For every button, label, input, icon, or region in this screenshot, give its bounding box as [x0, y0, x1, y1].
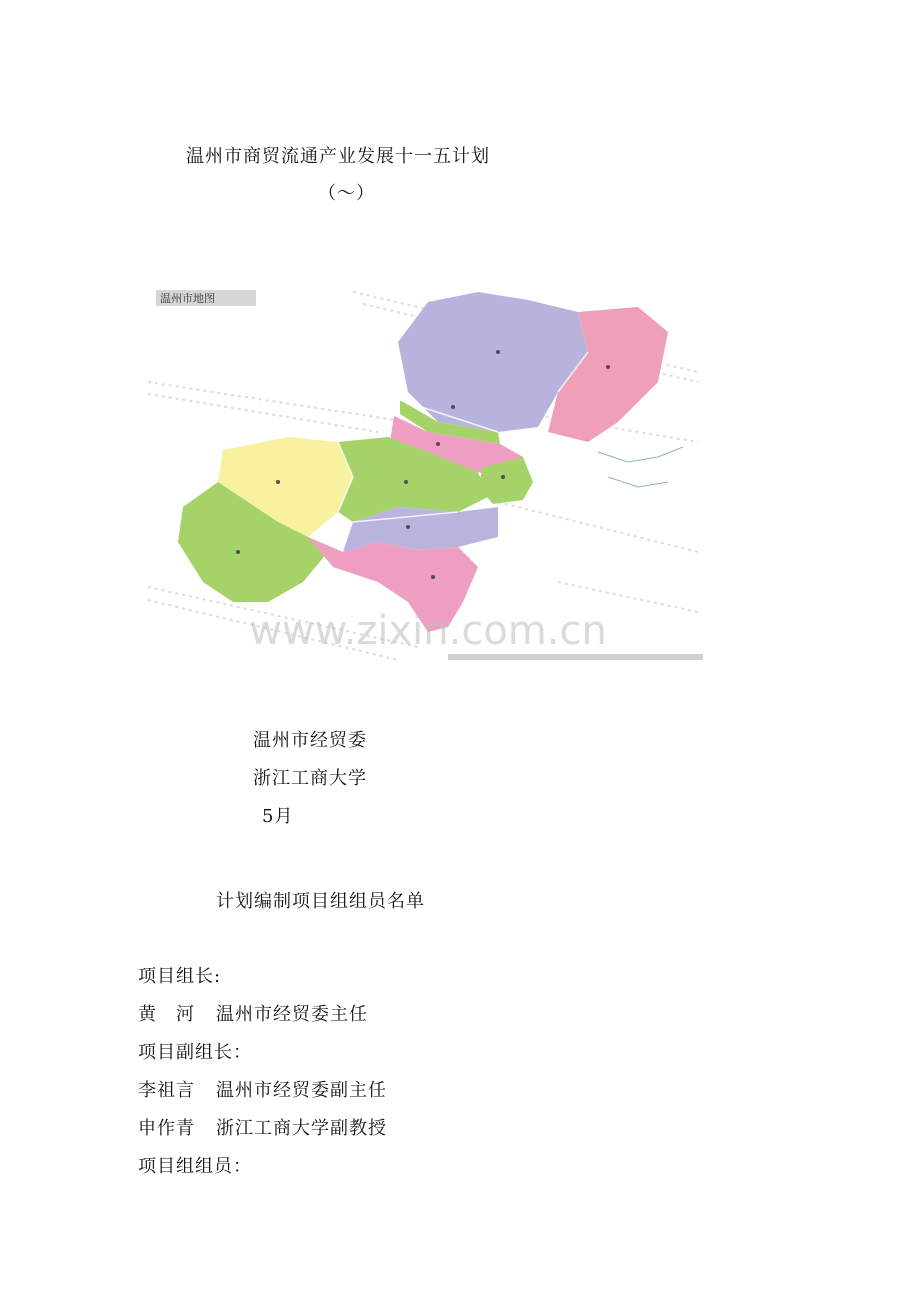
- leader-row: [138, 1003, 368, 1027]
- deputy-name: 李祖言: [138, 1080, 195, 1101]
- deputy-name: 申作青: [138, 1118, 195, 1139]
- team-list-heading: 计划编制项目组组员名单: [216, 891, 425, 912]
- leader-title: 温州市经贸委主任: [216, 1004, 368, 1025]
- map-legend-title: 温州市地图: [160, 292, 215, 305]
- leader-name: 黄 河: [138, 1004, 195, 1025]
- deputy-title: 温州市经贸委副主任: [216, 1080, 387, 1101]
- deputy-label: 项目副组长：: [138, 1042, 252, 1063]
- members-label: 项目组组员：: [138, 1156, 252, 1177]
- deputy-title: 浙江工商大学副教授: [216, 1118, 387, 1139]
- map-watermark: www.zixin.com.cn: [249, 608, 607, 654]
- leader-label: 项目组长:: [138, 966, 222, 987]
- deputy-row: [138, 1079, 387, 1103]
- deputy-row: [138, 1117, 387, 1141]
- document-title: 温州市商贸流通产业发展十一五计划: [186, 146, 490, 167]
- organization-1: 温州市经贸委: [253, 730, 367, 751]
- document-date: 5月: [262, 806, 294, 827]
- organization-2: 浙江工商大学: [253, 768, 367, 789]
- document-subtitle: （～）: [318, 183, 375, 204]
- wenzhou-map-image: [138, 282, 704, 668]
